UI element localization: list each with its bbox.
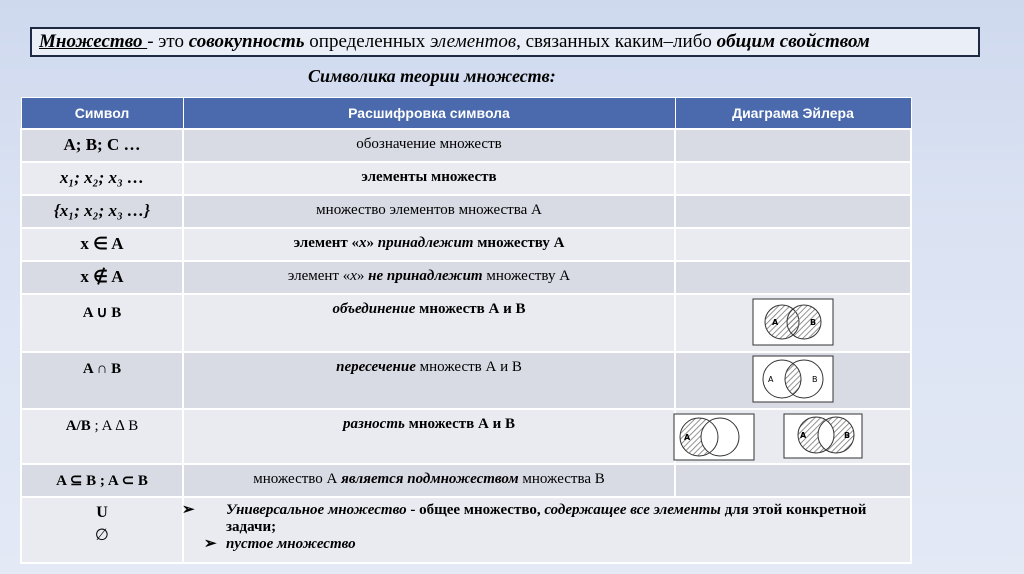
header-decoding: Расшифровка символа: [183, 98, 675, 130]
svg-text:B: B: [810, 318, 817, 327]
table-row: [21, 261, 911, 294]
table-row: [21, 129, 911, 162]
decoding-cell: элементы множеств: [183, 162, 675, 195]
decoding-key: Универсальное множество: [226, 502, 407, 518]
symbol-cell: A ∪ B: [21, 294, 183, 352]
symbol-symmetric: ; A ∆ B: [90, 418, 139, 434]
decoding-cell: [183, 497, 911, 563]
header-euler: Диаграма Эйлера: [675, 98, 911, 130]
symbol-cell: [21, 409, 183, 464]
diagram-cell: [675, 409, 911, 464]
decoding-cell: [183, 352, 675, 409]
decoding-key: объединение: [332, 301, 416, 317]
decoding-text: множеств А и В: [404, 416, 515, 432]
table-row: [21, 497, 911, 563]
decoding-key: пустое множество: [226, 536, 356, 552]
decoding-key: принадлежит: [377, 235, 474, 251]
bullet-arrow-icon: ➢: [182, 502, 195, 518]
decoding-cell: [183, 228, 675, 261]
decoding-key: не принадлежит: [368, 268, 483, 284]
table-row: [21, 352, 911, 409]
decoding-var: х: [350, 268, 357, 284]
diagram-cell: [675, 228, 911, 261]
subtitle: Символика теории множеств:: [308, 66, 556, 86]
diagram-cell: [675, 352, 911, 409]
decoding-text: элемент «: [293, 235, 359, 251]
decoding-key: пересечение: [336, 359, 416, 375]
symbol-cell: A; B; C …: [21, 129, 183, 162]
table-row: [21, 195, 911, 228]
symbol-empty: ∅: [95, 525, 109, 544]
decoding-key: разность: [343, 416, 405, 432]
table-row: [21, 294, 911, 352]
symbols-table: [20, 97, 912, 564]
union-venn-diagram: [752, 298, 834, 346]
table-row: [21, 228, 911, 261]
decoding-text: множеств А и В: [415, 301, 526, 317]
diagram-cell: [675, 129, 911, 162]
definition-text-1: - это: [147, 31, 189, 52]
diagram-cell: [675, 464, 911, 497]
definition-word-1: совокупность: [188, 31, 305, 52]
table-row: [21, 162, 911, 195]
symbol-cell: x₁; x₂; x₃ …: [21, 162, 183, 195]
decoding-text: множества В: [518, 471, 605, 487]
diagram-cell: [675, 261, 911, 294]
definition-box: [30, 27, 980, 57]
header-symbol: Символ: [21, 98, 183, 130]
svg-text:A: A: [684, 433, 691, 442]
definition-word-3: общим свойством: [716, 31, 870, 52]
decoding-text: множество А: [253, 471, 342, 487]
decoding-var: х: [358, 235, 367, 251]
definition-text-3: , связанных каким–либо: [516, 31, 717, 52]
decoding-text: »: [356, 268, 369, 284]
decoding-text: »: [366, 235, 378, 251]
difference-venn-diagrams: [672, 413, 908, 461]
decoding-text: для этой конкретной задачи;: [226, 502, 867, 535]
decoding-key: содержащее все элементы: [544, 502, 721, 518]
decoding-cell: множество элементов множества А: [183, 195, 675, 228]
decoding-text: элемент «: [287, 268, 351, 284]
symbol-cell: x ∈ A: [21, 228, 183, 261]
definition-text-2: определенных: [304, 31, 430, 52]
decoding-cell: [183, 294, 675, 352]
diagram-cell: [675, 162, 911, 195]
diagram-cell: [675, 195, 911, 228]
symbol-cell: {x₁; x₂; x₃ …}: [21, 195, 183, 228]
decoding-key: является подмножеством: [341, 471, 519, 487]
definition-term: Множество: [39, 31, 148, 52]
intersection-venn-diagram: [752, 355, 834, 403]
bullet-arrow-icon: ➢: [204, 536, 217, 552]
symbol-cell: x ∉ A: [21, 261, 183, 294]
definition-word-2: элементов: [430, 31, 517, 52]
decoding-cell: обозначение множеств: [183, 129, 675, 162]
symbol-universal: U: [96, 504, 108, 521]
svg-text:B: B: [812, 375, 818, 384]
decoding-cell: [183, 464, 675, 497]
decoding-text: множеству А: [473, 235, 565, 251]
decoding-text: - общее множество,: [406, 502, 545, 518]
decoding-cell: [183, 409, 675, 464]
decoding-text: множеств А и В: [415, 359, 522, 375]
table-row: [21, 464, 911, 497]
decoding-text: множеству А: [482, 268, 571, 284]
table-row: [21, 409, 911, 464]
symbol-difference: A/B: [65, 418, 91, 434]
svg-text:A: A: [768, 375, 774, 384]
diagram-cell: [675, 294, 911, 352]
symbol-cell: A ⊆ B ; A ⊂ B: [21, 464, 183, 497]
svg-text:A: A: [800, 431, 807, 440]
svg-text:B: B: [844, 431, 851, 440]
decoding-cell: [183, 261, 675, 294]
svg-text:A: A: [772, 318, 779, 327]
symbol-cell: [21, 497, 183, 563]
table-header-row: [21, 98, 911, 130]
symbol-cell: A ∩ B: [21, 352, 183, 409]
